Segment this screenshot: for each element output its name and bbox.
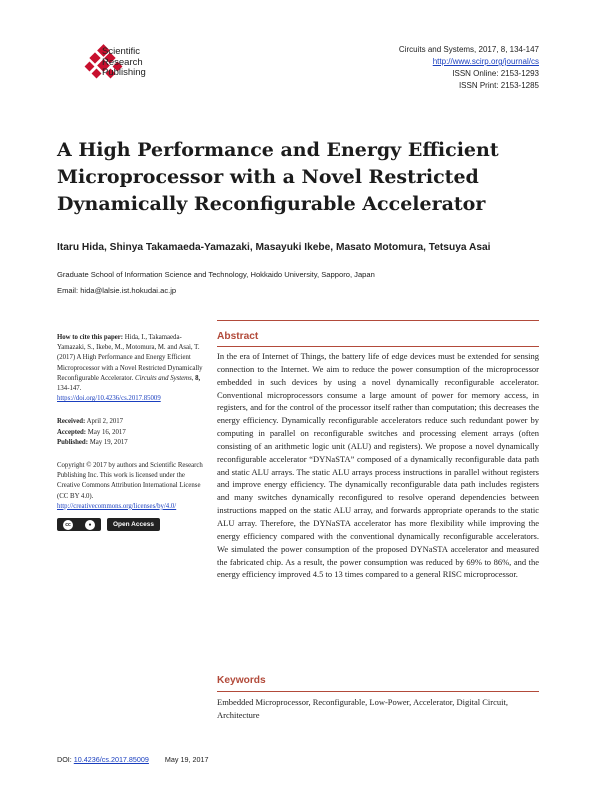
- license-block: [57, 461, 207, 531]
- keywords-heading-rule: [217, 691, 539, 692]
- abstract-top-rule: [217, 320, 539, 321]
- cite-text: Hida, I., Takamaeda-Yamazaki, S., Ikebe, M., Motomura, M. and Asai, T. (2017) A High Performance and Energy Efficient Microprocessor with a Novel Restricted Dynamically Reconfigurable Accelerator.: [57, 334, 203, 382]
- by-person-icon: ●: [85, 520, 95, 530]
- paper-authors: Itaru Hida, Shinya Takamaeda-Yamazaki, Masayuki Ikebe, Masato Motomura, Tetsuya Asai: [57, 242, 491, 253]
- accepted-label: Accepted:: [57, 428, 87, 436]
- dates-block: [57, 417, 207, 448]
- received-label: Received:: [57, 418, 86, 426]
- keywords-heading: Keywords: [217, 675, 266, 686]
- abstract-text: In the era of Internet of Things, the battery life of edge devices must be extended for sensing connection to the Internet. We aim to reduce the power consumption of the microprocessor embedded in such devices by using a novel dynamically reconfigurable accelerator. Conventional microprocessors consume a large amount of power for memory access, in registers, and for the control of the processor itself rather than computation; this decreases the energy efficiency. Dynamically reconfigurable accelerators reduce such redundant power by computing in parallel on reconfigurable switches and processing element arrays (often consisting of an arithmetic logic unit (ALU) and registers). We propose a novel dynamically reconfigurable accelerator “DYNaSTA” composed of a dynamically reconfigurable data path and static ALU arrays. The static ALU arrays process instructions in parallel without registers and improve energy efficiency. The dynamically reconfigurable data path includes registers and many switches dynamically reconfigured to resolve operand dependencies between instructions mapped on the static ALU array, and forwards appropriate operands to the static ALU array. Therefore, the DYNaSTA accelerator has more flexibility while improving the energy efficiency compared with the conventional dynamically reconfigurable accelerators. We simulated the power consumption of the proposed DYNaSTA accelerator and measured the fabricated chip. As a result, the power consumption was reduced by 69% to 86%, and the energy efficiency improved 4.5 to 13 times compared to a general RISC microprocessor.: [217, 351, 539, 580]
- journal-url-link[interactable]: http://www.scirp.org/journal/cs: [432, 57, 539, 66]
- published-label: Published:: [57, 438, 88, 446]
- footer-doi-link[interactable]: 10.4236/cs.2017.85009: [73, 755, 149, 764]
- copyright-text: Copyright © 2017 by authors and Scientific Research Publishing Inc. This work is licensed under the Creative Commons Attribution International License (CC BY 4.0).: [57, 462, 203, 500]
- citation-block: [57, 333, 207, 404]
- cite-doi-link[interactable]: https://doi.org/10.4236/cs.2017.85009: [57, 395, 161, 403]
- footer-doi-label: DOI:: [57, 755, 72, 764]
- badges: [57, 518, 207, 531]
- journal-info: [399, 44, 539, 92]
- keywords-text: Embedded Microprocessor, Reconfigurable, Low-Power, Accelerator, Digital Circuit, Architecture: [217, 697, 508, 720]
- cite-volume: 8,: [195, 374, 201, 382]
- publisher-line-3: Publishing: [102, 67, 146, 78]
- paper-email: Email: hida@lalsie.ist.hokudai.ac.jp: [57, 286, 177, 295]
- publisher-line-1: Scientific: [102, 46, 141, 57]
- abstract-heading-rule: [217, 346, 539, 347]
- accepted-date: May 16, 2017: [87, 428, 126, 436]
- license-link[interactable]: http://creativecommons.org/licenses/by/4.0/: [57, 502, 177, 510]
- cite-pages: 134-147.: [57, 385, 82, 393]
- open-access-badge[interactable]: Open Access: [107, 518, 160, 531]
- cc-by-badge[interactable]: [57, 518, 101, 531]
- issn-print: ISSN Print: 2153-1285: [458, 81, 539, 90]
- paper-title: A High Performance and Energy Efficient Microprocessor with a Novel Restricted Dynamically Reconfigurable Accelerator: [57, 139, 499, 215]
- cc-icon: cc: [63, 520, 73, 530]
- received-date: April 2, 2017: [86, 418, 124, 426]
- publisher-name: [102, 47, 146, 79]
- issn-online: ISSN Online: 2153-1293: [452, 69, 539, 78]
- published-date: May 19, 2017: [89, 438, 128, 446]
- sidebar: [57, 333, 207, 531]
- cite-label: How to cite this paper:: [57, 334, 124, 341]
- cite-journal: Circuits and Systems,: [134, 374, 194, 382]
- footer: [57, 755, 208, 764]
- paper-affiliation: Graduate School of Information Science and Technology, Hokkaido University, Sapporo, Japan: [57, 270, 375, 279]
- publisher-line-2: Research: [102, 56, 143, 68]
- footer-date: May 19, 2017: [164, 755, 209, 764]
- abstract-heading: Abstract: [217, 331, 259, 342]
- journal-citation: Circuits and Systems, 2017, 8, 134-147: [398, 45, 539, 54]
